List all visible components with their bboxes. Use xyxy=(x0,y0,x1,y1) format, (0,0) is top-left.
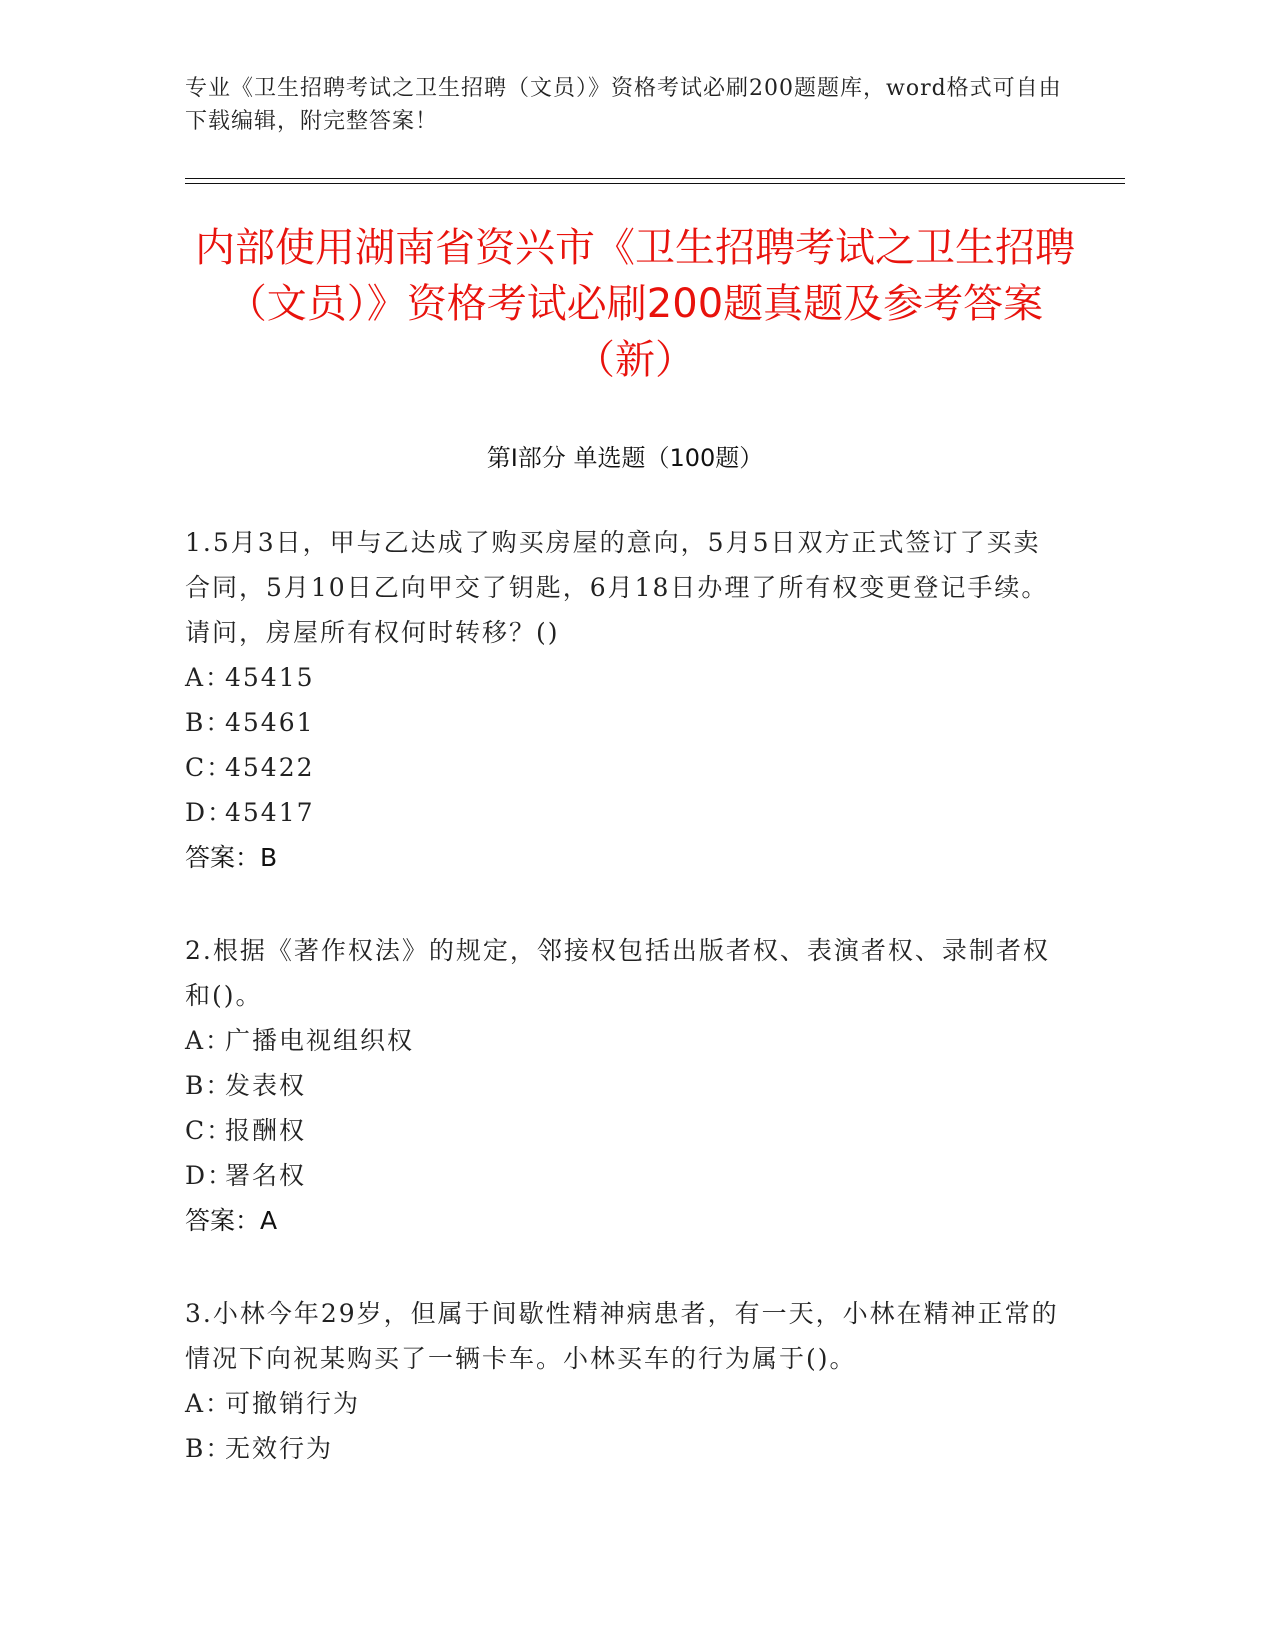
question-stem: 3.小林今年29岁，但属于间歇性精神病患者，有一天，小林在精神正常的情况下向祝某购买了一辆卡车。小林买车的行为属于()。 xyxy=(185,1299,1059,1373)
document-title: 内部使用湖南省资兴市《卫生招聘考试之卫生招聘（文员）》资格考试必刷200题真题及参考答案（新） xyxy=(195,225,1075,383)
option-text: 署名权 xyxy=(225,1161,307,1190)
option-text: 发表权 xyxy=(225,1071,307,1100)
option-text: 45417 xyxy=(225,798,315,827)
question-3 xyxy=(185,1291,1065,1471)
option-a xyxy=(185,655,1065,700)
option-text: 无效行为 xyxy=(225,1434,334,1463)
answer-value: B xyxy=(260,843,278,872)
option-text: 报酬权 xyxy=(225,1116,307,1145)
answer-label: 答案： xyxy=(185,843,261,872)
header-note: 专业《卫生招聘考试之卫生招聘（文员）》资格考试必刷200题题库，word格式可自由下载编辑，附完整答案！ xyxy=(185,76,1062,134)
option-key: B： xyxy=(185,1071,233,1100)
option-key: A： xyxy=(185,1389,233,1418)
question-list xyxy=(185,520,1065,1519)
option-d xyxy=(185,1153,1065,1198)
answer-label: 答案： xyxy=(185,1206,261,1235)
option-key: C： xyxy=(185,1116,234,1145)
option-b xyxy=(185,1063,1065,1108)
option-b xyxy=(185,1426,1065,1471)
answer-line xyxy=(185,835,1065,880)
option-key: C： xyxy=(185,753,234,782)
option-key: B： xyxy=(185,1434,233,1463)
option-a xyxy=(185,1018,1065,1063)
option-d xyxy=(185,790,1065,835)
option-b xyxy=(185,700,1065,745)
option-c xyxy=(185,745,1065,790)
option-text: 广播电视组织权 xyxy=(225,1026,415,1055)
question-stem: 2.根据《著作权法》的规定，邻接权包括出版者权、表演者权、录制者权和()。 xyxy=(185,936,1050,1010)
option-key: A： xyxy=(185,1026,233,1055)
option-key: A： xyxy=(185,663,233,692)
option-key: D： xyxy=(185,1161,235,1190)
option-key: D： xyxy=(185,798,235,827)
question-stem: 1.5月3日，甲与乙达成了购买房屋的意向，5月5日双方正式签订了买卖合同，5月10日乙向甲交了钥匙，6月18日办理了所有权变更登记手续。请问，房屋所有权何时转移？() xyxy=(185,528,1049,647)
question-1 xyxy=(185,520,1065,880)
option-text: 可撤销行为 xyxy=(225,1389,361,1418)
section-heading: 第Ⅰ部分 单选题（100题） xyxy=(486,444,764,472)
answer-line xyxy=(185,1198,1065,1243)
header-divider-bottom xyxy=(185,183,1125,184)
option-a xyxy=(185,1381,1065,1426)
option-key: B： xyxy=(185,708,233,737)
answer-value: A xyxy=(260,1206,278,1235)
option-text: 45461 xyxy=(225,708,315,737)
option-c xyxy=(185,1108,1065,1153)
question-2 xyxy=(185,928,1065,1243)
option-text: 45422 xyxy=(225,753,315,782)
header-divider-top xyxy=(185,178,1125,179)
option-text: 45415 xyxy=(225,663,315,692)
